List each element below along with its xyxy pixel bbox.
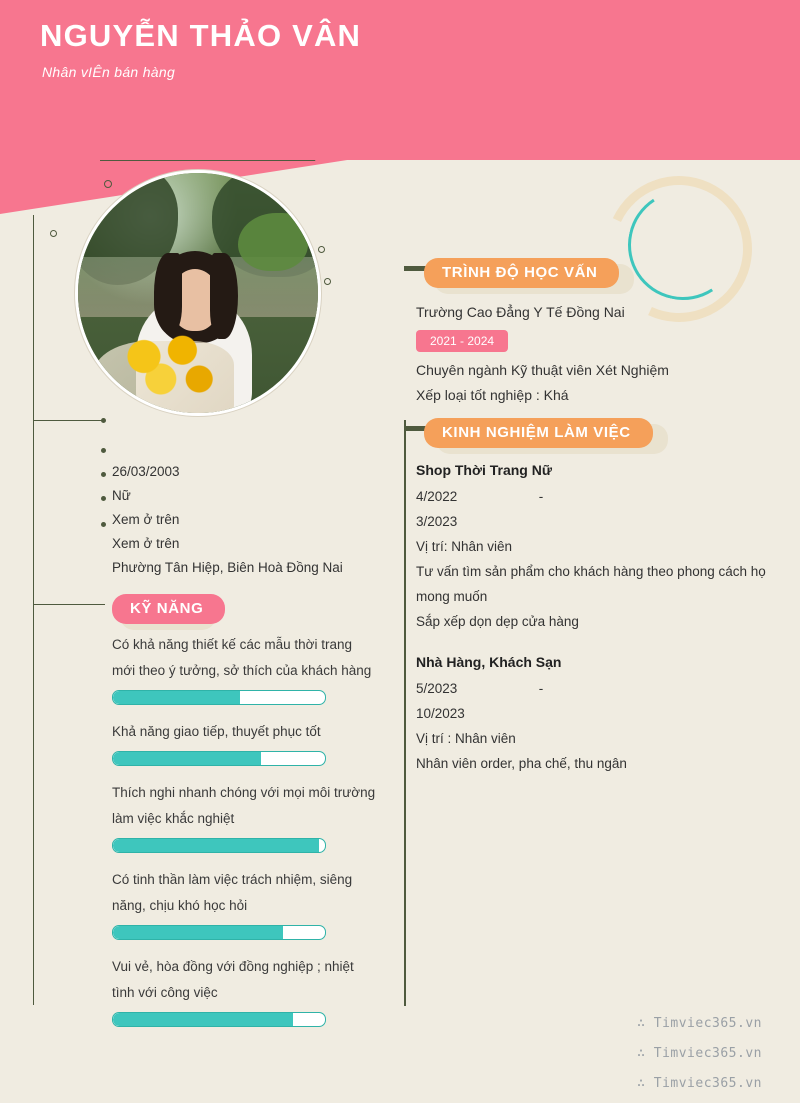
experience-company: Shop Thời Trang Nữ bbox=[416, 462, 552, 478]
phone-value: Xem ở trên bbox=[112, 512, 180, 527]
skill-progress-bar bbox=[112, 1012, 326, 1027]
timeline-branch bbox=[33, 604, 105, 605]
decorative-dot bbox=[50, 230, 57, 237]
email-value: Xem ở trên bbox=[112, 536, 180, 551]
experience-position: Vị trí : Nhân viên bbox=[416, 731, 516, 746]
decorative-dot bbox=[324, 278, 331, 285]
timeline-branch bbox=[33, 420, 103, 421]
timeline-dot bbox=[101, 448, 106, 453]
section-experience-title bbox=[424, 418, 653, 448]
experience-company: Nhà Hàng, Khách Sạn bbox=[416, 654, 562, 670]
education-school: Trường Cao Đẳng Y Tế Đồng Nai bbox=[416, 304, 625, 320]
decorative-dot bbox=[318, 246, 325, 253]
skills-title-label: KỸ NĂNG bbox=[112, 594, 225, 624]
skill-text: Thích nghi nhanh chóng với mọi môi trường làm việc khắc nghiệt bbox=[112, 785, 376, 826]
experience-block bbox=[416, 462, 776, 780]
experience-dash: - bbox=[538, 681, 544, 696]
page-title: NGUYỄN THẢO VÂN bbox=[40, 18, 362, 53]
experience-end-date: 3/2023 bbox=[416, 514, 458, 529]
experience-start-date: 4/2022 bbox=[416, 489, 458, 504]
right-column-rule bbox=[404, 420, 406, 1006]
header-banner bbox=[0, 0, 800, 160]
watermark: ∴ Timviec365.vn bbox=[637, 1016, 762, 1031]
timeline-dot bbox=[101, 496, 106, 501]
experience-item bbox=[416, 462, 776, 634]
avatar bbox=[75, 170, 321, 416]
education-years: 2021 - 2024 bbox=[416, 330, 508, 352]
experience-start bbox=[416, 484, 776, 509]
skill-text: Có khả năng thiết kế các mẫu thời trang mới theo ý tưởng, sở thích của khách hàng bbox=[112, 637, 372, 678]
education-title-label: TRÌNH ĐỘ HỌC VẤN bbox=[424, 258, 619, 288]
timeline-rule bbox=[33, 215, 34, 1005]
personal-info-list bbox=[112, 460, 382, 580]
skill-text: Vui vẻ, hòa đồng với đồng nghiệp ; nhiệt tình với công việc bbox=[112, 959, 354, 1000]
watermark: ∴ Timviec365.vn bbox=[637, 1046, 762, 1061]
timeline-dot bbox=[101, 418, 106, 423]
skill-text: Có tinh thần làm việc trách nhiệm, siêng năng, chịu khó học hỏi bbox=[112, 872, 353, 913]
dob-value: 26/03/2003 bbox=[112, 464, 180, 479]
skills-list bbox=[112, 632, 378, 1041]
education-grade: Xếp loại tốt nghiệp : Khá bbox=[416, 387, 569, 403]
education-block bbox=[416, 300, 776, 408]
avatar-image bbox=[78, 173, 318, 413]
education-major: Chuyên ngành Kỹ thuật viên Xét Nghiệm bbox=[416, 362, 669, 378]
skill-progress-bar bbox=[112, 838, 326, 853]
experience-position: Vị trí: Nhân viên bbox=[416, 539, 513, 554]
skill-progress-bar bbox=[112, 690, 326, 705]
timeline-dot bbox=[101, 472, 106, 477]
watermark: ∴ Timviec365.vn bbox=[637, 1076, 762, 1091]
section-skills-title bbox=[112, 594, 225, 624]
experience-duty: Tư vấn tìm sản phẩm cho khách hàng theo phong cách họ mong muốn bbox=[416, 564, 766, 604]
experience-dash: - bbox=[538, 489, 544, 504]
skill-progress-bar bbox=[112, 751, 326, 766]
experience-item bbox=[416, 654, 776, 776]
address-value: Phường Tân Hiệp, Biên Hoà Đồng Nai bbox=[112, 560, 343, 575]
experience-start-date: 5/2023 bbox=[416, 681, 458, 696]
experience-duty: Sắp xếp dọn dẹp cửa hàng bbox=[416, 614, 579, 629]
experience-title-label: KINH NGHIỆM LÀM VIỆC bbox=[424, 418, 653, 448]
skill-text: Khả năng giao tiếp, thuyết phục tốt bbox=[112, 724, 321, 739]
gender-value: Nữ bbox=[112, 488, 131, 503]
experience-start bbox=[416, 676, 776, 701]
timeline-dot bbox=[101, 522, 106, 527]
job-title: Nhân vIÊn bán hàng bbox=[42, 64, 176, 80]
section-education-title bbox=[424, 258, 619, 288]
experience-end-date: 10/2023 bbox=[416, 706, 465, 721]
experience-duty: Nhân viên order, pha chế, thu ngân bbox=[416, 756, 627, 771]
skill-progress-bar bbox=[112, 925, 326, 940]
